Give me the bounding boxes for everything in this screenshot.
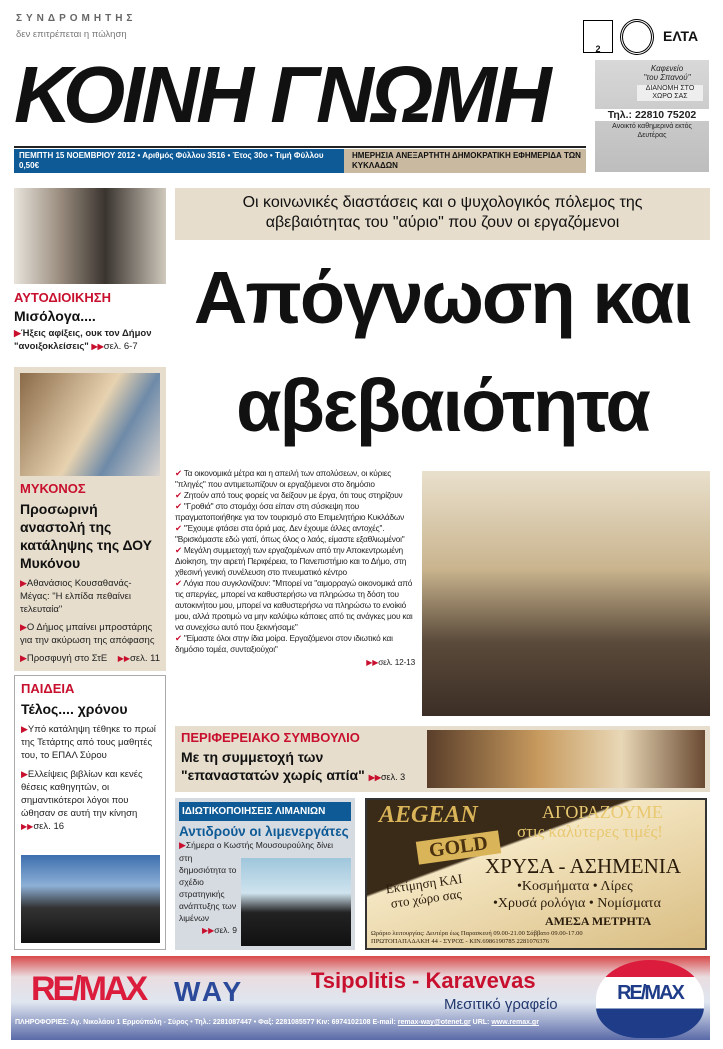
lead-text: Σήμερα ο Κωστής Μουσουρούλης δίνει: [185, 840, 334, 850]
agency-name: Tsipolitis - Karavevas: [311, 968, 536, 993]
elta-text: ΕΛΤΑ: [663, 28, 699, 44]
newspaper-title: ΚΟΙΝΗ ΓΝΩΜΗ: [14, 50, 549, 139]
top-ad-line3: ΔΙΑΝΟΜΗ ΣΤΟ ΧΩΡΟ ΣΑΣ: [637, 85, 703, 101]
paideia-article[interactable]: ΠΑΙΔΕΙΑ Τέλος.... χρόνου ▶Υπό κατάληψη τέθηκε το πρωί της Τετάρτης από τους μαθητές του, το ΕΠΑΛ Σύρου ▶Ελλείψεις βιβλίων και κενές θέσεις καθηγητών, οι σημαντικότεροι λόγοι που ώθησαν σε αυτή την κίνηση ▶▶σελ. 16: [14, 675, 166, 950]
bullet-text: Ζητούν από τους φορείς να δείξουν με έργα, ότι τους στηρίζουν: [183, 490, 403, 500]
page-arrow-icon: ▶▶: [366, 658, 379, 667]
article-title: Τέλος.... χρόνου: [21, 701, 128, 717]
bullet-text: Ο Δήμος μπαίνει μπροστάρης για την ακύρωση της απόφασης: [20, 622, 155, 646]
cash-label: ΑΜΕΣΑ ΜΕΤΡΗΤΑ: [545, 914, 652, 928]
article-title: Προσωρινή αναστολή της κατάληψης της ΔΟΥ Μυκόνου: [20, 501, 152, 571]
dateline-bar: [14, 149, 344, 173]
autodioikisi-article[interactable]: [14, 290, 166, 353]
remax-banner[interactable]: [11, 956, 710, 1040]
contact-text: ΠΛΗΡΟΦΟΡΙΕΣ: Αγ. Νικολάου 1 Ερμούπολη - Σύρος • Τηλ.: 2281087447 • Φαξ: 2281085577 Κιν: 6974102108 E-mail:: [15, 1019, 396, 1026]
school-photo: [21, 855, 160, 943]
dateline: ΠΕΜΠΤΗ 15 ΝΟΕΜΒΡΙΟΥ 2012 • Αριθμός Φύλλου 3516 • Έτος 30ο • Τιμή Φύλλου 0,50€: [19, 151, 324, 170]
brand-gold: GOLD: [416, 830, 501, 864]
mykonos-photo: [20, 373, 160, 476]
contact-info: [15, 1018, 585, 1027]
page-arrow-icon: ▶▶: [21, 822, 34, 831]
page-ref: σελ. 16: [33, 821, 65, 832]
items-line2: •Χρυσά ρολόγια • Νομίσματα: [493, 896, 662, 911]
address: ΠΡΩΤΟΠΑΠΑΔΑΚΗ 44 - ΣΥΡΟΣ - ΚΙΝ.6986190785 2281076376: [371, 938, 550, 945]
mousouroulis-photo: [241, 858, 351, 946]
article-title: Με τη συμμετοχή των "επαναστατών χωρίς απία": [181, 749, 365, 783]
remax-way: WAY: [174, 976, 245, 1007]
top-ad-line2: "του Σπανού": [643, 73, 691, 82]
bullet-text: Μεγάλη συμμετοχή των εργαζομένων από την Αποκεντρωμένη Διοίκηση, την αιρετή Περιφέρεια, το Πανεπιστήμιο και το Δήμο, στη χθεσινή γενική συνέλευση στο πνευματικό κέντρο: [175, 545, 407, 577]
bullet-text: Ελλείψεις βιβλίων και κενές θέσεις καθηγητών, οι σημαντικότεροι λόγοι που ώθησαν σε αυτή την κίνηση: [21, 769, 143, 819]
top-ad: [595, 60, 709, 172]
url-link[interactable]: www.remax.gr: [491, 1019, 539, 1026]
email-link[interactable]: remax-way@otenet.gr: [397, 1019, 471, 1026]
kicker: ΙΔΙΩΤΙΚΟΠΟΙΗΣΕΙΣ ΛΙΜΑΝΙΩΝ: [179, 802, 351, 821]
seal-logo: [620, 19, 654, 55]
remax-balloon-icon: [596, 960, 704, 1038]
page-arrow-icon: ▶▶: [91, 342, 104, 351]
kicker: ΠΑΙΔΕΙΑ: [21, 681, 75, 696]
elta-logo: [663, 28, 698, 44]
agency-type: Μεσιτικό γραφείο: [444, 996, 558, 1013]
headline-line2: αβεβαιότητα: [236, 364, 649, 447]
estimate-label: Εκτίμηση ΚΑΙ στο χώρο σας: [384, 870, 464, 911]
article-title: Μισόλογα....: [14, 308, 96, 324]
aegean-gold-ad[interactable]: [365, 798, 707, 950]
page-arrow-icon: ▶▶: [201, 926, 215, 935]
page-arrow-icon: ▶▶: [368, 773, 381, 782]
top-ad-phone: Τηλ.: 22810 75202: [595, 109, 709, 121]
postage-box: [583, 20, 613, 53]
kicker: ΠΕΡΙΦΕΡΕΙΑΚΟ ΣΥΜΒΟΥΛΙΟ: [181, 730, 360, 745]
bullet-text: Προσφυγή στο ΣτΕ: [26, 653, 108, 664]
top-ad-line4: Ανοικτό καθημερινά εκτός Δευτέρας: [612, 123, 692, 139]
page-arrow-icon: ▶▶: [117, 654, 130, 663]
council-photo: [14, 188, 166, 284]
council-session-photo: [427, 730, 705, 788]
postage-number: 2: [595, 44, 601, 54]
hours: Ωράριο λειτουργίας: Δευτέρα έως Παρασκευή 09.00-21.00 Σάββατο 09.00-17.00: [371, 930, 583, 937]
page-ref: σελ. 6-7: [103, 341, 138, 352]
tagline: ΗΜΕΡΗΣΙΑ ΑΝΕΞΑΡΤΗΤΗ ΔΗΜΟΚΡΑΤΙΚΗ ΕΦΗΜΕΡΙΔΑ ΤΩΝ ΚΥΚΛΑΔΩΝ: [352, 151, 581, 170]
url-label: URL:: [472, 1019, 490, 1026]
brand-aegean: AEGEAN: [379, 802, 478, 828]
bullet-text: Τα οικονομικά μέτρα και η απειλή των απολύσεων, οι κύριες "πληγές" που αντιμετωπίζουν οι εργαζόμενοι στο δημόσιο: [175, 468, 392, 489]
main-subhead: Οι κοινωνικές διαστάσεις και ο ψυχολογικός πόλεμος της αβεβαιότητας του "αύριο" που ζουν οι εργαζόμενοι: [242, 194, 643, 231]
mykonos-article[interactable]: ΜΥΚΟΝΟΣ Προσωρινή αναστολή της κατάληψης της ΔΟΥ Μυκόνου ▶Αθανάσιος Κουσαθανάς-Μέγας: "Η ελπίδα πεθαίνει τελευταία" ▶Ο Δήμος μπαίνει μπροστάρης για την ακύρωση της απόφασης ▶Προσφυγή στο ΣτΕ ▶▶σελ. 11: [14, 367, 166, 671]
article-text: στη δημοσιότητα το σχέδιο στρατηγικής ανάπτυξης των λιμένων: [179, 853, 237, 923]
bullet-icon: ▶: [14, 328, 21, 338]
headline-line1: Απόγνωση και: [193, 256, 692, 339]
remax-logo: RE/MAX: [31, 970, 146, 1008]
bullet-text: "Γροθιά" στο στομάχι όσα είπαν στη σύσκεψη που πραγματοποιήθηκε για τον τουρισμό στο Επιμελητήριο Κυκλάδων: [175, 501, 405, 522]
top-ad-line1: Καφενείο: [650, 64, 684, 73]
page-ref: σελ. 12-13: [378, 657, 415, 667]
kicker: ΑΥΤΟΔΙΟΙΚΗΣΗ: [14, 290, 111, 305]
page-ref: σελ. 3: [381, 772, 406, 782]
bullet-text: Αθανάσιος Κουσαθανάς-Μέγας: "Η ελπίδα πεθαίνει τελευταία": [20, 578, 132, 615]
best-prices: στις καλύτερες τιμές!: [517, 822, 663, 841]
bullet-text: Υπό κατάληψη τέθηκε το πρωί της Τετάρτης από τους μαθητές του, το ΕΠΑΛ Σύρου: [21, 724, 156, 761]
article-text: Ήξεις αφίξεις, ουκ τον Δήμον "ανοιξοκλείσεις": [14, 328, 152, 352]
bullet-text: "Έχουμε φτάσει στα όριά μας. Δεν έχουμε άλλες αντοχές". "Βρισκόμαστε εδώ γιατί, όπως όλος ο λαός, είμαστε εξαθλιωμένοι": [175, 523, 405, 544]
kicker: ΜΥΚΟΝΟΣ: [20, 481, 86, 496]
article-title: Αντιδρούν οι λιμενεργάτες: [179, 824, 349, 839]
page-ref: σελ. 9: [214, 925, 237, 935]
balloon-logo-text: RE/MAX: [617, 981, 683, 1004]
perifereia-article[interactable]: [175, 726, 710, 792]
limania-article[interactable]: ΙΔΙΩΤΙΚΟΠΟΙΗΣΕΙΣ ΛΙΜΑΝΙΩΝ Αντιδρούν οι λιμενεργάτες ▶Σήμερα ο Κωστής Μουσουρούλης δίνει στη δημοσιότητα το σχέδιο στρατηγικής ανάπτυξης των λιμένων ▶▶σελ. 9: [175, 798, 355, 950]
assembly-photo: [422, 471, 710, 716]
items-line1: •Κοσμήματα • Λίρες: [517, 879, 633, 894]
bullet-text: Λόγια που συγκλονίζουν: "Μπορεί να "αιμορραγώ οικονομικά από τις απεργίες, μπορεί να καθυστερήσω να πληρώσω τη δόση του αυτοκινήτου μου, μπορεί να καθυστερήσω να πληρώσω το ενοίκιό μου, αλλά προτιμώ να μην καλύψω κάποιες από τις ανάγκες μου και να συνεχίσω αυτό που ξεκινήσαμε": [175, 578, 413, 632]
bullet-text: "Είμαστε όλοι στην ίδια μοίρα. Εργαζόμενοι στον ιδιωτικό και δημόσιο τομέα, συνταξιούχοι": [175, 633, 393, 654]
tagline-bar: [344, 149, 586, 173]
dateline-row: [14, 149, 586, 173]
buy-label: ΑΓΟΡΑΖΟΥΜΕ: [542, 802, 663, 822]
main-headline[interactable]: [175, 244, 710, 460]
gold-silver-title: ΧΡΥΣΑ - ΑΣΗΜΕΝΙΑ: [485, 854, 681, 878]
main-bullets: ✔ Τα οικονομικά μέτρα και η απειλή των απολύσεων, οι κύριες "πληγές" που αντιμετωπίζουν οι εργαζόμενοι στο δημόσιο ✔ Ζητούν από τους φορείς να δείξουν με έργα, ότι τους στηρίζουν ✔ "Γροθιά" στο στομάχι όσα είπαν στη σύσκεψη που πραγματοποιήθηκε για τον τουρισμό στο Επιμελητήριο Κυκλάδων ✔ "Έχουμε φτάσει στα όριά μας. Δεν έχουμε άλλες αντοχές". "Βρισκόμαστε εδώ γιατί, όπως όλος ο λαός, είμαστε εξαθλιωμένοι" ✔ Μεγάλη συμμετοχή των εργαζομένων από την Αποκεντρωμένη Διοίκηση, την αιρετή Περιφέρεια, το Πανεπιστήμιο και το Δήμο, στη χθεσινή γενική συνέλευση στο πνευματικό κέντρο ✔ Λόγια που συγκλονίζουν: "Μπορεί να "αιμορραγώ οικονομικά από τις απεργίες, μπορεί να καθυστερήσω να πληρώσω τη δόση του αυτοκινήτου μου, μπορεί να καθυστερήσω να πληρώσω το ενοίκιό μου, αλλά προτιμώ να μην καλύψω κάποιες από τις ανάγκες μου και να συνεχίσω αυτό που ξεκινήσαμε" ✔ "Είμαστε όλοι στην ίδια μοίρα. Εργαζόμενοι στον ιδιωτικό και δημόσιο τομέα, συνταξιούχοι" ▶▶σελ. 12-13: [175, 468, 415, 667]
page-ref: σελ. 11: [130, 653, 160, 664]
not-for-sale-label: δεν επιτρέπεται η πώληση: [16, 29, 127, 40]
subscriber-label: ΣΥΝΔΡΟΜΗΤΗΣ: [16, 13, 137, 24]
masthead-rule: [14, 146, 586, 148]
main-subhead-box: [175, 188, 710, 240]
